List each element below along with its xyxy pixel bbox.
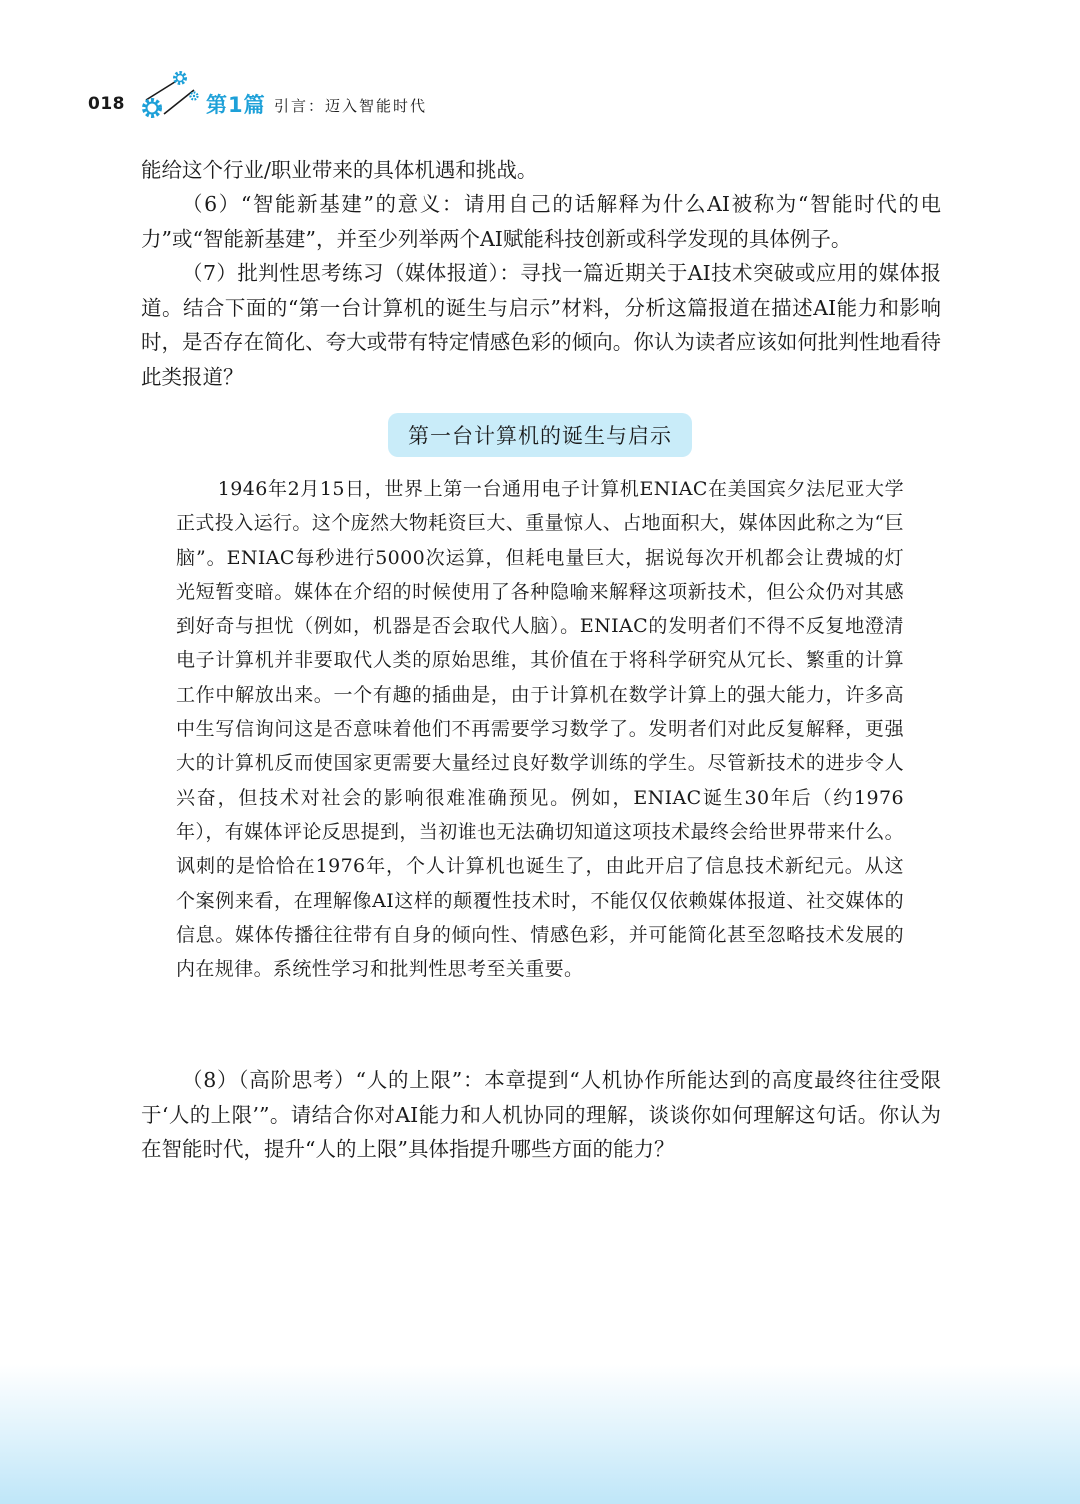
sidebar-box-title: 第一台计算机的诞生与启示 [388,413,692,457]
page-number: 018 [88,94,125,114]
page-header [88,70,988,130]
paragraph-continuation: 能给这个行业/职业带来的具体机遇和挑战。 [141,158,538,182]
paragraph-question-6: （6）“智能新基建”的意义：请用自己的话解释为什么AI被称为“智能时代的电力”或“智能新基建”，并至少列举两个AI赋能科技创新或科学发现的具体例子。 [141,192,941,251]
sidebar-box-text: 1946年2月15日，世界上第一台通用电子计算机ENIAC在美国宾夕法尼亚大学正式投入运行。这个庞然大物耗资巨大、重量惊人、占地面积大，媒体因此称之为“巨脑”。ENIAC每秒进行5000次运算，但耗电量巨大，据说每次开机都会让费城的灯光短暂变暗。媒体在介绍的时候使用了各种隐喻来解释这项新技术，但公众仍对其感到好奇与担忧（例如，机器是否会取代人脑）。ENIAC的发明者们不得不反复地澄清电子计算机并非要取代人类的原始思维，其价值在于将科学研究从冗长、繁重的计算工作中解放出来。一个有趣的插曲是，由于计算机在数学计算上的强大能力，许多高中生写信询问这是否意味着他们不再需要学习数学了。发明者们对此反复解释，更强大的计算机反而使国家更需要大量经过良好数学训练的学生。尽管新技术的进步令人兴奋，但技术对社会的影响很难准确预见。例如，ENIAC诞生30年后（约1976年），有媒体评论反思提到，当初谁也无法确切知道这项技术最终会给世界带来什么。讽刺的是恰恰在1976年，个人计算机也诞生了，由此开启了信息技术新纪元。从这个案例来看，在理解像AI这样的颠覆性技术时，不能仅仅依赖媒体报道、社交媒体的信息。媒体传播往往带有自身的倾向性、情感色彩，并可能简化甚至忽略技术发展的内在规律。系统性学习和批判性思考至关重要。 [176,478,904,981]
page-bottom-gradient-band [0,1364,1080,1504]
part-label: 第1篇 [206,93,266,117]
chapter-title: 引言：迈入智能时代 [274,97,428,115]
sidebar-box-header [0,413,1080,457]
paragraph-question-8: （8）（高阶思考）“人的上限”：本章提到“人机协作所能达到的高度最终往往受限于‘人的上限’”。请结合你对AI能力和人机协同的理解，谈谈你如何理解这句话。你认为在智能时代，提升“人的上限”具体指提升哪些方面的能力？ [141,1068,941,1161]
paragraph-question-7: （7）批判性思考练习（媒体报道）：寻找一篇近期关于AI技术突破或应用的媒体报道。结合下面的“第一台计算机的诞生与启示”材料，分析这篇报道在描述AI能力和影响时，是否存在简化、夸大或带有特定情感色彩的倾向。你认为读者应该如何批判性地看待此类报道？ [141,261,941,389]
